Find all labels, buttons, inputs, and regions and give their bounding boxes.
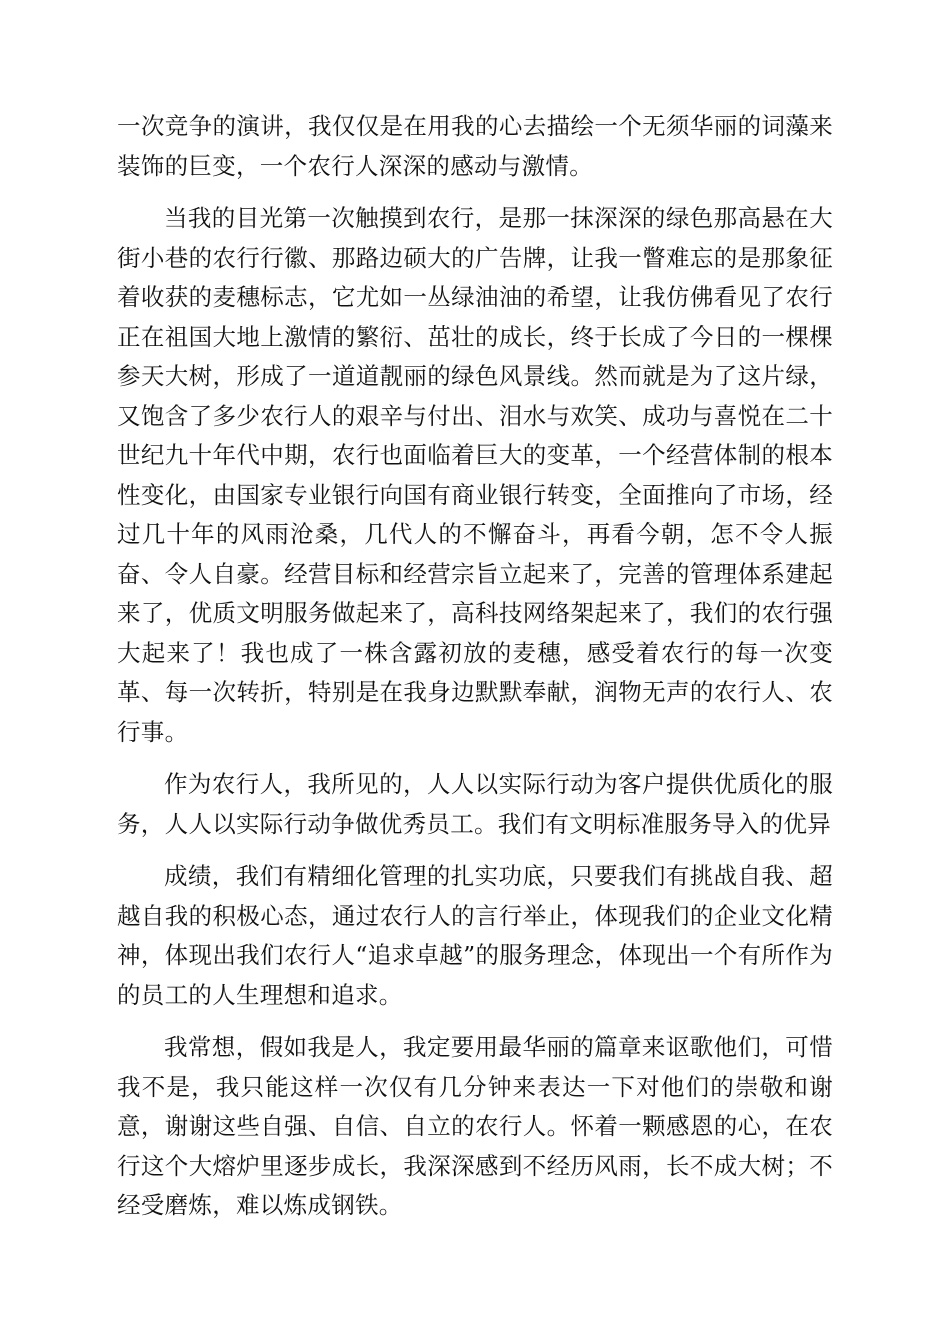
paragraph-5: 我常想，假如我是人，我定要用最华丽的篇章来讴歌他们，可惜我不是，我只能这样一次仅有几分钟来表达一下对他们的崇敬和谢意，谢谢这些自强、自信、自立的农行人。怀着一颗感恩的心，在农行这个大熔炉里逐步成长，我深深感到不经历风雨，长不成大树；不经受磨炼，难以炼成钢铁。: [117, 1033, 833, 1219]
paragraph-1: 一次竞争的演讲，我仅仅是在用我的心去描绘一个无须华丽的词藻来装饰的巨变，一个农行人深深的感动与激情。: [117, 112, 833, 180]
paragraph-4: 成绩，我们有精细化管理的扎实功底，只要我们有挑战自我、超越自我的积极心态，通过农行人的言行举止，体现我们的企业文化精神，体现出我们农行人“追求卓越”的服务理念，体现出一个有所作为的员工的人生理想和追求。: [117, 862, 833, 1009]
paragraph-2: 当我的目光第一次触摸到农行，是那一抹深深的绿色那高悬在大街小巷的农行行徽、那路边硕大的广告牌，让我一瞥难忘的是那象征着收获的麦穗标志，它尤如一丛绿油油的希望，让我仿佛看见了农行正在祖国大地上激情的繁衍、茁壮的成长，终于长成了今日的一棵棵参天大树，形成了一道道靓丽的绿色风景线。然而就是为了这片绿，又饱含了多少农行人的艰辛与付出、泪水与欢笑、成功与喜悦在二十世纪九十年代中期，农行也面临着巨大的变革，一个经营体制的根本性变化，由国家专业银行向国有商业银行转变，全面推向了市场，经过几十年的风雨沧桑，几代人的不懈奋斗，再看今朝，怎不令人振奋、令人自豪。经营目标和经营宗旨立起来了，完善的管理体系建起来了，优质文明服务做起来了，高科技网络架起来了，我们的农行强大起来了！我也成了一株含露初放的麦穗，感受着农行的每一次变革、每一次转折，特别是在我身边默默奉献，润物无声的农行人、农行事。: [117, 204, 833, 746]
paragraph-3: 作为农行人，我所见的，人人以实际行动为客户提供优质化的服务，人人以实际行动争做优秀员工。我们有文明标准服务导入的优异: [117, 770, 833, 838]
document-page: [117, 107, 833, 1226]
